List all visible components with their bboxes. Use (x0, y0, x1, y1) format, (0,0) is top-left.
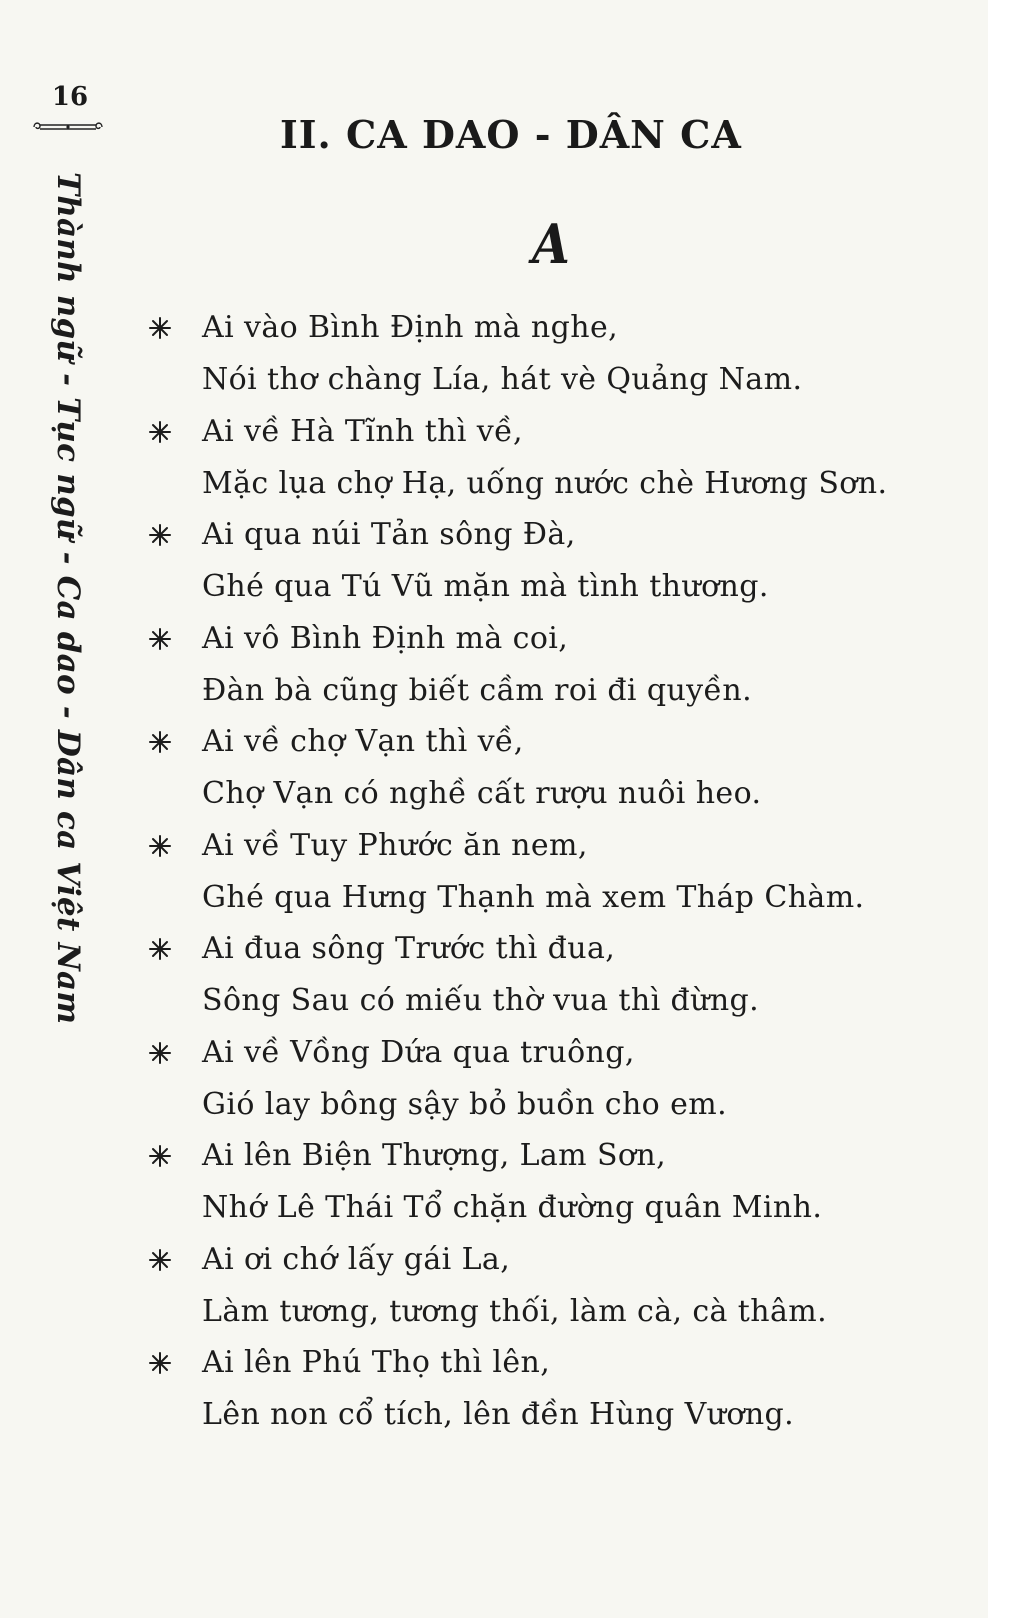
verse-line-2: Gió lay bông sậy bỏ buồn cho em. (202, 1086, 728, 1122)
verse-line-1: Ai về Vồng Dứa qua truông, (202, 1034, 635, 1070)
verse-line-2: Đàn bà cũng biết cầm roi đi quyền. (202, 672, 753, 708)
verse-item (0, 310, 988, 414)
verse-line-1: Ai qua núi Tản sông Đà, (202, 517, 576, 552)
verse-item (0, 724, 988, 828)
verse-line-1: Ai lên Biện Thượng, Lam Sơn, (202, 1138, 667, 1173)
section-title: II. CA DAO - DÂN CA (280, 112, 742, 157)
verse-line-2: Làm tương, tương thối, làm cà, cà thâm. (202, 1293, 828, 1329)
verse-line-1: Ai về chợ Vạn thì về, (202, 724, 524, 759)
verse-line-2: Nhớ Lê Thái Tổ chặn đường quân Minh. (202, 1190, 823, 1225)
verse-item (0, 1035, 988, 1139)
verse-line-2: Ghé qua Hưng Thạnh mà xem Tháp Chàm. (202, 879, 865, 915)
snowflake-asterisk-icon (148, 1144, 172, 1168)
verse-line-1: Ai đua sông Trước thì đua, (202, 931, 616, 966)
verse-line-2: Ghé qua Tú Vũ mặn mà tình thương. (202, 569, 769, 604)
snowflake-asterisk-icon (148, 420, 172, 444)
verse-item (0, 931, 988, 1035)
verse-line-1: Ai về Hà Tĩnh thì về, (202, 413, 523, 449)
verse-line-1: Ai vô Bình Định mà coi, (202, 620, 569, 656)
page-number: 16 (51, 82, 89, 112)
verse-line-1: Ai ơi chớ lấy gái La, (202, 1241, 511, 1277)
verse-item (0, 517, 988, 621)
verse-line-2: Lên non cổ tích, lên đền Hùng Vương. (202, 1397, 795, 1432)
verse-item (0, 1242, 988, 1346)
verse-line-2: Sông Sau có miếu thờ vua thì đừng. (202, 983, 760, 1018)
verse-line-1: Ai lên Phú Thọ thì lên, (202, 1345, 551, 1380)
running-title: Thành ngữ - Tục ngữ - Ca dao - Dân ca Việt Nam (50, 172, 86, 1025)
snowflake-asterisk-icon (148, 1351, 172, 1375)
snowflake-asterisk-icon (148, 627, 172, 651)
verse-line-1: Ai vào Bình Định mà nghe, (202, 310, 619, 345)
verse-item (0, 1345, 988, 1449)
verse-line-1: Ai về Tuy Phước ăn nem, (202, 827, 588, 863)
snowflake-asterisk-icon (148, 1041, 172, 1065)
snowflake-asterisk-icon (148, 730, 172, 754)
verse-line-2: Chợ Vạn có nghề cất rượu nuôi heo. (202, 776, 762, 811)
verse-line-2: Nói thơ chàng Lía, hát vè Quảng Nam. (202, 362, 803, 397)
snowflake-asterisk-icon (148, 834, 172, 858)
verse-item (0, 621, 988, 725)
snowflake-asterisk-icon (148, 937, 172, 961)
verse-item (0, 414, 988, 518)
verse-line-2: Mặc lụa chợ Hạ, uống nước chè Hương Sơn. (202, 465, 888, 501)
snowflake-asterisk-icon (148, 523, 172, 547)
snowflake-asterisk-icon (148, 316, 172, 340)
letter-heading: A (532, 212, 570, 276)
decorative-scroll-icon (30, 120, 106, 134)
verse-item (0, 828, 988, 932)
snowflake-asterisk-icon (148, 1248, 172, 1272)
verse-item (0, 1138, 988, 1242)
